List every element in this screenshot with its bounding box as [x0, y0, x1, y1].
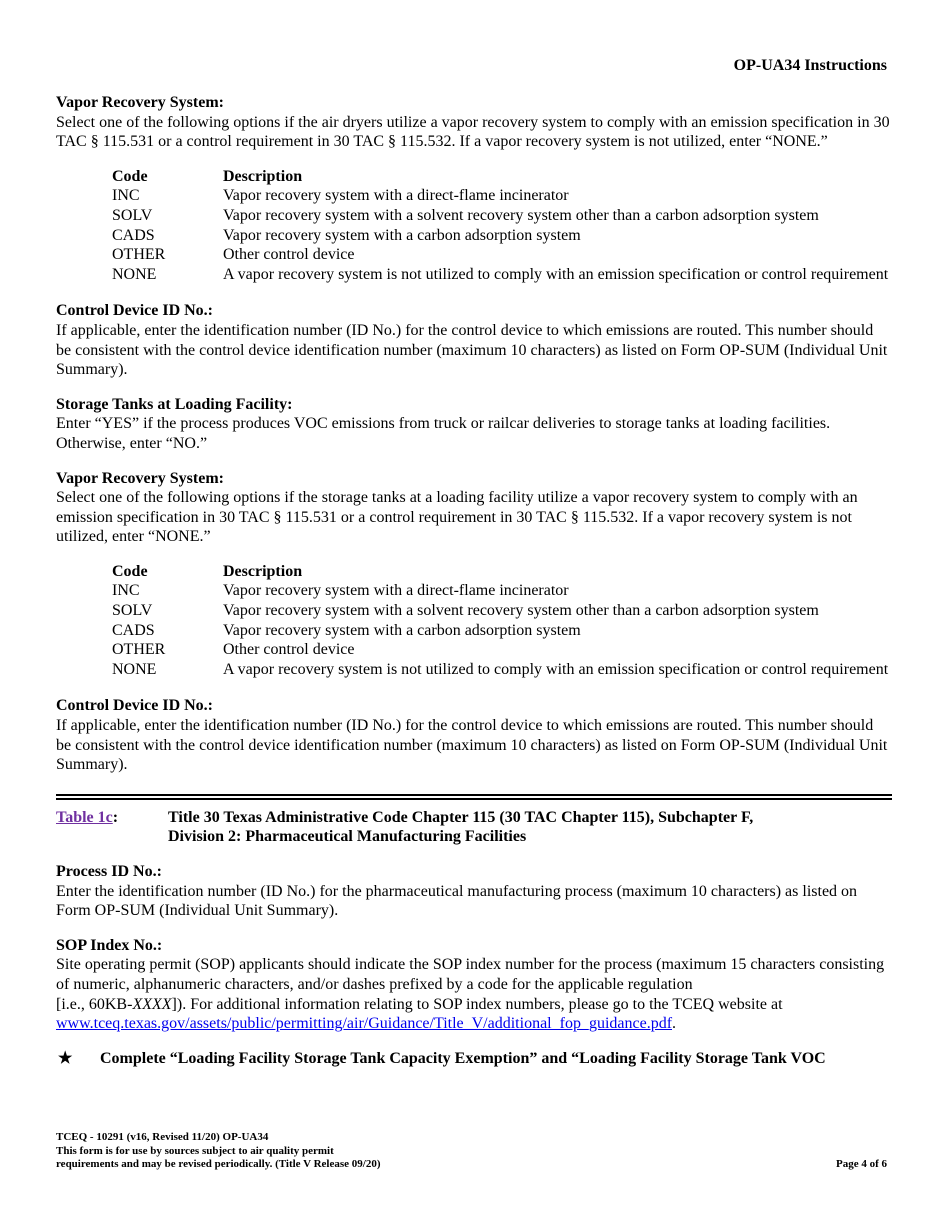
section-body: Select one of the following options if the storage tanks at a loading facility utilize a vapor recovery system to comply with an emission specification in 30 TAC § 115.531 or a control requirement in 30 TAC § 115.532. If a vapor recovery system is not utilized, enter “NONE.”	[56, 489, 858, 546]
document-body	[56, 93, 892, 1068]
code-cell: OTHER	[112, 246, 166, 264]
section-heading: Control Device ID No.:	[56, 697, 214, 715]
table-row	[112, 206, 888, 226]
instruction-text: Complete “Loading Facility Storage Tank Capacity Exemption” and “Loading Facility Storage Tank VOC	[100, 1049, 826, 1067]
description-cell: Vapor recovery system with a direct-flame incinerator	[223, 187, 569, 205]
description-header: Description	[223, 562, 303, 580]
description-cell: Other control device	[223, 641, 355, 659]
section-body: Enter the identification number (ID No.) for the pharmaceutical manufacturing process (maximum 10 characters) as listed on Form OP-SUM (Individual Unit Summary).	[56, 882, 858, 920]
section-body: If applicable, enter the identification number (ID No.) for the control device to which emissions are routed. This number should be consistent with the control device identification number (maximum 10 characters) as listed on Form OP-SUM (Individual Unit Summary).	[56, 321, 888, 379]
section-storage-tanks	[56, 395, 892, 454]
section-heading: Vapor Recovery System:	[56, 469, 224, 487]
description-cell: Vapor recovery system with a carbon adsorption system	[223, 621, 581, 639]
section-heading: Storage Tanks at Loading Facility:	[56, 395, 293, 413]
code-cell: SOLV	[112, 206, 153, 224]
table-row	[112, 621, 888, 641]
description-cell: Vapor recovery system with a carbon adsorption system	[223, 226, 581, 244]
page-header-title: OP-UA34 Instructions	[733, 57, 887, 74]
table-1c-title-line2: Division 2: Pharmaceutical Manufacturing Facilities	[168, 828, 527, 846]
instruction-item	[56, 1049, 892, 1069]
page-number: Page 4 of 6	[835, 1158, 887, 1170]
table-1c-header	[56, 808, 892, 847]
code-table-header	[112, 167, 888, 187]
table-row	[112, 640, 888, 660]
code-cell: OTHER	[112, 641, 166, 659]
section-heading: Vapor Recovery System:	[56, 94, 224, 111]
section-body: Enter “YES” if the process produces VOC emissions from truck or railcar deliveries to storage tanks at loading facilities. Otherwise, enter “NO.”	[56, 415, 831, 452]
code-cell: CADS	[112, 226, 155, 244]
table-row	[112, 660, 888, 680]
table-row	[112, 265, 888, 285]
footer-line1: TCEQ - 10291 (v16, Revised 11/20) OP-UA34	[56, 1131, 269, 1143]
code-header: Code	[112, 562, 148, 580]
description-cell: Vapor recovery system with a direct-flame incinerator	[223, 582, 569, 600]
sop-body-end: .	[672, 1015, 677, 1033]
sop-body-part2: [i.e., 60KB-	[56, 995, 133, 1013]
description-header: Description	[223, 167, 303, 185]
section-control-device-id-2	[56, 696, 892, 774]
description-cell: Vapor recovery system with a solvent recovery system other than a carbon adsorption system	[223, 206, 819, 224]
section-sop-index	[56, 936, 892, 1034]
code-table-1	[112, 167, 888, 285]
code-cell: NONE	[112, 265, 157, 283]
table-row	[112, 245, 888, 265]
footer-line2: This form is for use by sources subject to air quality permit	[56, 1144, 334, 1157]
code-cell: INC	[112, 187, 140, 205]
code-cell: CADS	[112, 621, 155, 639]
section-process-id	[56, 862, 892, 921]
sop-body-part1: Site operating permit (SOP) applicants should indicate the SOP index number for the process (maximum 15 characters consisting of numeric, alphanumeric characters, and/or dashes prefixed by a code for the applicable regulation	[56, 956, 885, 993]
section-body: Select one of the following options if the air dryers utilize a vapor recovery system to comply with an emission specification in 30 TAC § 115.531 or a control requirement in 30 TAC § 115.532. If a vapor recovery system is not utilized, enter “NONE.”	[56, 113, 890, 151]
table-1c-link[interactable]: Table 1c	[56, 808, 113, 826]
double-rule-divider	[56, 794, 892, 800]
table-1c-title-line1: Title 30 Texas Administrative Code Chapter 115 (30 TAC Chapter 115), Subchapter F,	[168, 808, 754, 826]
sop-body-part3: ]). For additional information relating to SOP index numbers, please go to the TCEQ website at	[171, 995, 783, 1013]
code-table-header	[112, 562, 888, 582]
section-control-device-id-1	[56, 301, 892, 379]
code-table-2	[112, 562, 888, 680]
star-icon: ★	[58, 1049, 73, 1067]
section-vapor-recovery-air-dryers	[56, 93, 892, 152]
section-heading: Process ID No.:	[56, 863, 162, 880]
sop-body-italic: XXXX	[132, 995, 172, 1013]
footer-line3: requirements and may be revised periodically. (Title V Release 09/20)	[56, 1158, 381, 1170]
description-cell: A vapor recovery system is not utilized to comply with an emission specification or control requirement	[223, 265, 889, 283]
page-footer	[56, 1131, 887, 1172]
section-body: If applicable, enter the identification number (ID No.) for the control device to which emissions are routed. This number should be consistent with the control device identification number (maximum 10 characters) as listed on Form OP-SUM (Individual Unit Summary).	[56, 717, 888, 774]
table-row	[112, 581, 888, 601]
section-heading: Control Device ID No.:	[56, 302, 214, 320]
code-cell: NONE	[112, 660, 157, 678]
table-row	[112, 601, 888, 621]
table-row	[112, 226, 888, 246]
table-1c-colon: :	[112, 808, 119, 826]
code-header: Code	[112, 167, 148, 185]
tceq-guidance-link[interactable]: www.tceq.texas.gov/assets/public/permitting/air/Guidance/Title_V/additional_fop_guidance.pdf	[56, 1015, 673, 1033]
section-heading: SOP Index No.:	[56, 936, 163, 954]
code-cell: SOLV	[112, 602, 153, 620]
section-vapor-recovery-storage-tanks	[56, 469, 892, 547]
description-cell: Other control device	[223, 246, 355, 264]
code-cell: INC	[112, 582, 140, 600]
description-cell: Vapor recovery system with a solvent recovery system other than a carbon adsorption system	[223, 602, 819, 620]
table-row	[112, 186, 888, 206]
description-cell: A vapor recovery system is not utilized to comply with an emission specification or control requirement	[223, 660, 889, 678]
section-body	[56, 955, 892, 1033]
